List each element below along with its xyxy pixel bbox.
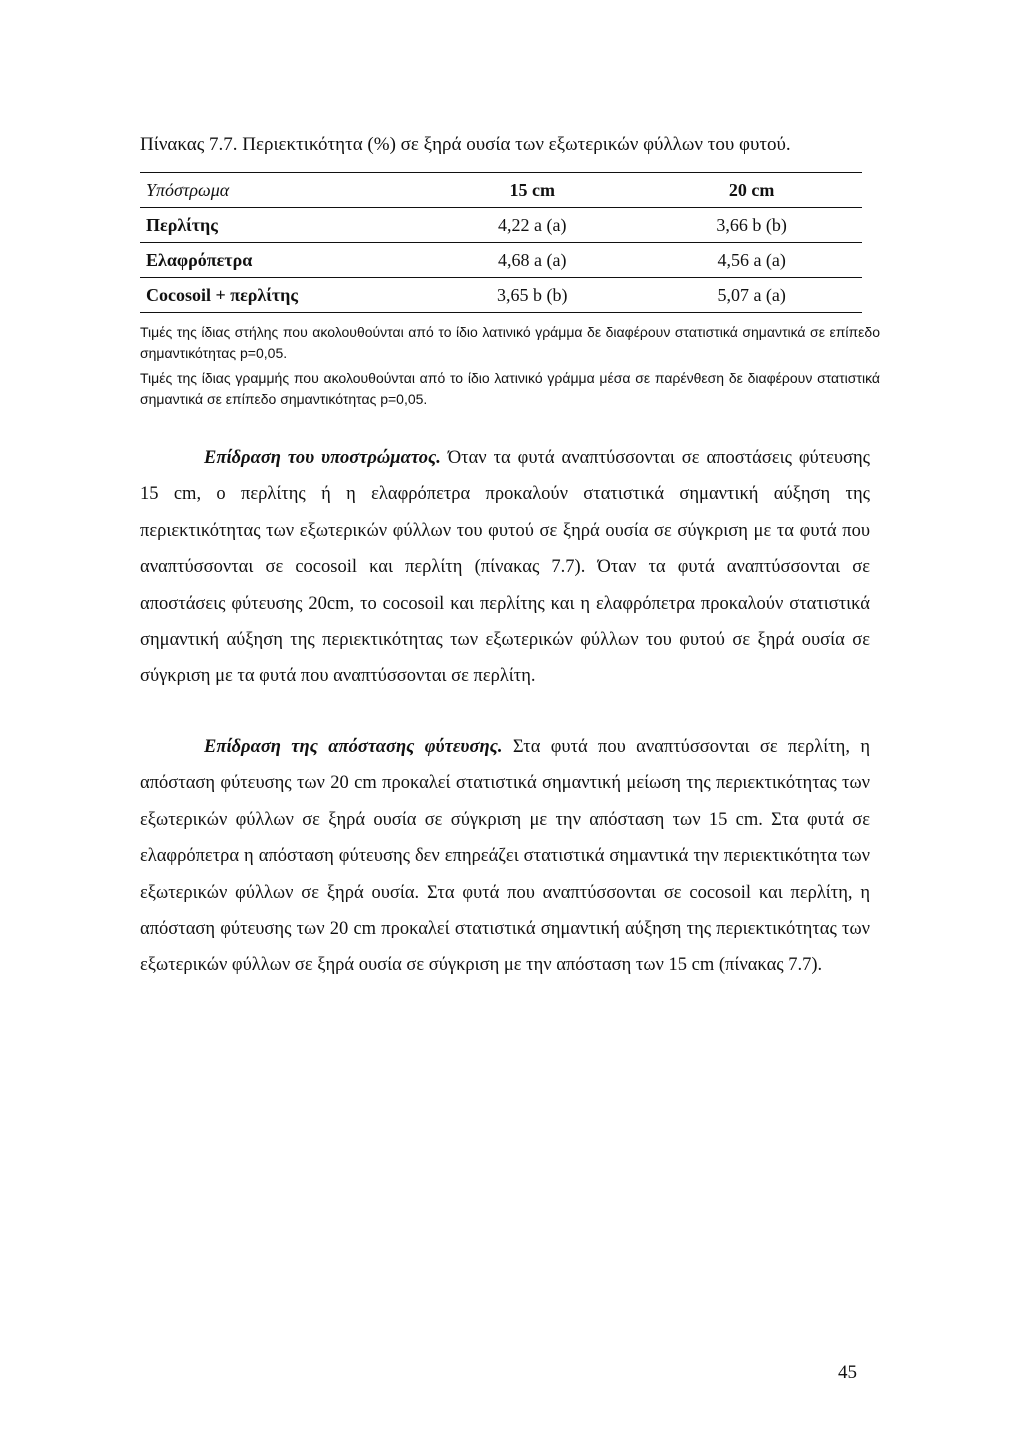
paragraph-heading: Επίδραση της απόστασης φύτευσης.: [204, 737, 503, 757]
paragraph-spacing-effect: [140, 729, 870, 984]
table-row: [140, 278, 862, 313]
header-15cm: 15 cm: [423, 173, 635, 208]
paragraph-substrate-effect: [140, 440, 870, 695]
header-20cm: 20 cm: [635, 173, 862, 208]
table-footnote-row: Τιμές της ίδιας γραμμής που ακολουθούνται από το ίδιο λατινικό γράμμα μέσα σε παρένθεση δε διαφέρουν στατιστικά σημαντικά σε επίπεδο σημαντικότητας p=0,05.: [140, 370, 880, 407]
row-substrate-name: Περλίτης: [140, 208, 423, 243]
row-substrate-name: Ελαφρόπετρα: [140, 243, 423, 278]
header-substrate: Υπόστρωμα: [140, 173, 423, 208]
paragraph-text: Όταν τα φυτά αναπτύσσονται σε αποστάσεις φύτευσης 15 cm, ο περλίτης ή η ελαφρόπετρα προκαλούν στατιστικά σημαντική αύξηση της περιεκτικότητας των εξωτερικών φύλλων του φυτού σε ξηρά ουσία σε σύγκριση με τα φυτά που αναπτύσσονται σε cocosoil και περλίτη (πίνακας 7.7). Όταν τα φυτά αναπτύσσονται σε αποστάσεις φύτευσης 20cm, το cocosoil και περλίτης και η ελαφρόπετρα προκαλούν στατιστικά σημαντική αύξηση της περιεκτικότητας των εξωτερικών φύλλων του φυτού σε ξηρά ουσία σε σύγκριση με τα φυτά που αναπτύσσονται σε περλίτη.: [140, 448, 870, 687]
cell-15cm-value: 4,22 a (a): [423, 208, 635, 243]
cell-20cm-value: 4,56 a (a): [635, 243, 862, 278]
paragraph-text: Στα φυτά που αναπτύσσονται σε περλίτη, η απόσταση φύτευσης των 20 cm προκαλεί στατιστικά σημαντική μείωση της περιεκτικότητας των εξωτερικών φύλλων σε ξηρά ουσία σε σύγκριση με την απόσταση των 15 cm. Στα φυτά σε ελαφρόπετρα η απόσταση φύτευσης δεν επηρεάζει στατιστικά σημαντικά την περιεκτικότητα των εξωτερικών φύλλων σε ξηρά ουσία. Στα φυτά που αναπτύσσονται σε cocosoil και περλίτη, η απόσταση φύτευσης των 20 cm προκαλεί στατιστικά σημαντική αύξηση της περιεκτικότητας των εξωτερικών φύλλων σε ξηρά ουσία σε σύγκριση με την απόσταση των 15 cm (πίνακας 7.7).: [140, 737, 870, 976]
page-number: 45: [838, 1362, 857, 1383]
table-footnote-column: Τιμές της ίδιας στήλης που ακολουθούνται από το ίδιο λατινικό γράμμα δε διαφέρουν στατιστικά σημαντικά σε επίπεδο σημαντικότητας p=0,05.: [140, 324, 880, 361]
table-caption: Πίνακας 7.7. Περιεκτικότητα (%) σε ξηρά ουσία των εξωτερικών φύλλων του φυτού.: [140, 134, 791, 155]
dry-matter-table: [140, 172, 862, 313]
table-row: [140, 243, 862, 278]
cell-20cm-value: 5,07 a (a): [635, 278, 862, 313]
row-substrate-name: Cocosoil + περλίτης: [140, 278, 423, 313]
table-row: [140, 208, 862, 243]
paragraph-heading: Επίδραση του υποστρώματος.: [204, 448, 441, 468]
cell-20cm-value: 3,66 b (b): [635, 208, 862, 243]
table-header-row: [140, 173, 862, 208]
cell-15cm-value: 4,68 a (a): [423, 243, 635, 278]
cell-15cm-value: 3,65 b (b): [423, 278, 635, 313]
